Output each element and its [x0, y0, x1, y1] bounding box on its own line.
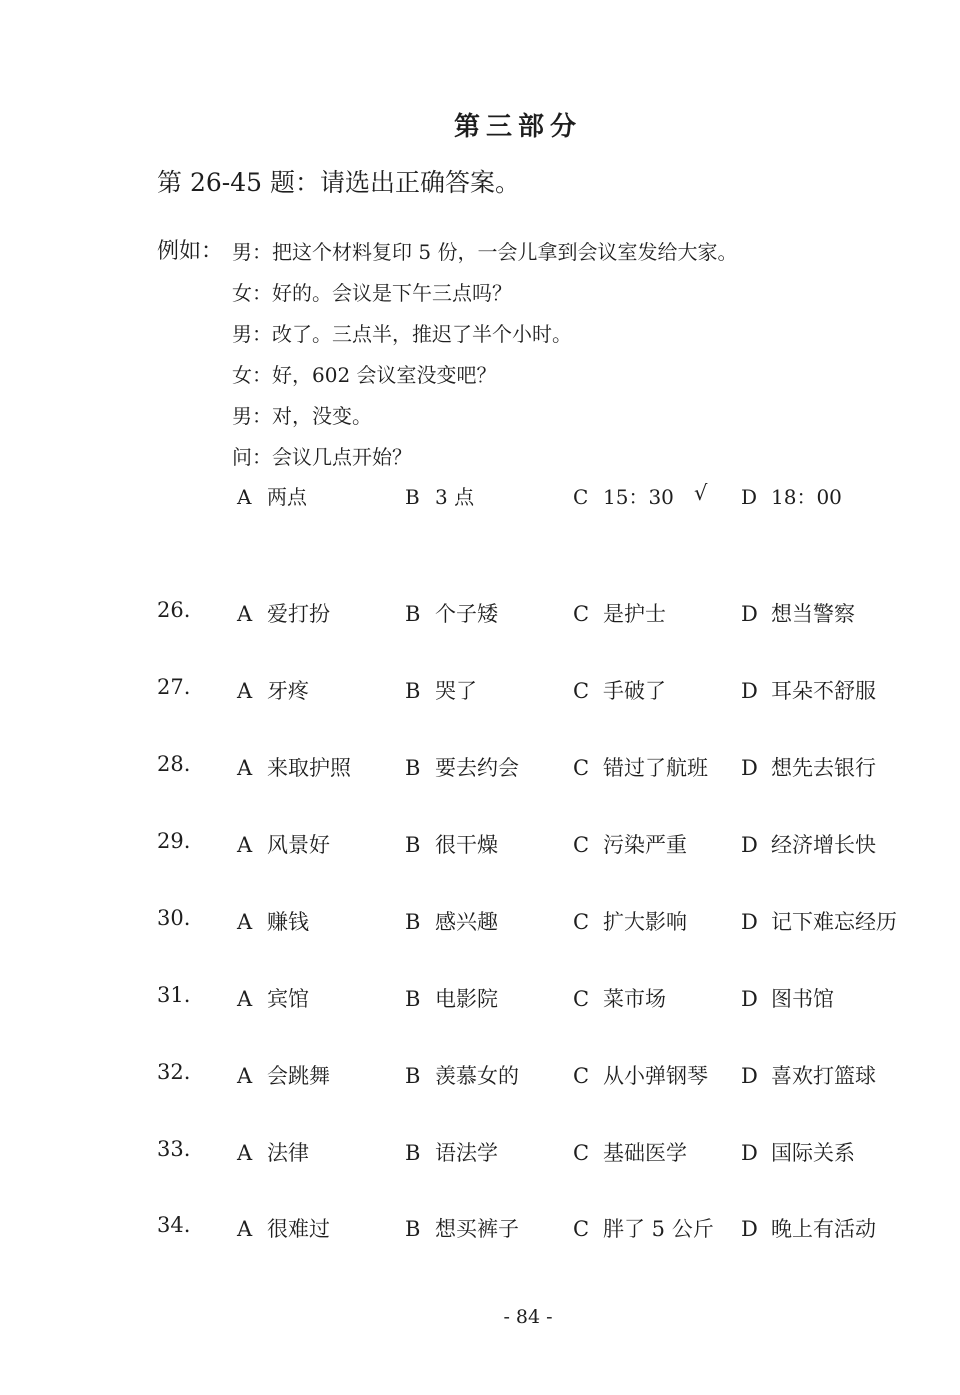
option-d — [741, 675, 876, 705]
option-text: 感兴趣 — [435, 910, 498, 934]
question-row — [0, 906, 960, 936]
option-letter: B — [405, 679, 421, 703]
option-c — [573, 598, 666, 628]
option-letter: D — [741, 1217, 758, 1241]
option-letter: D — [741, 987, 758, 1011]
option-c — [573, 1060, 708, 1090]
dialogue-line: 男：改了。三点半，推迟了半个小时。 — [232, 322, 572, 346]
option-letter: A — [237, 1217, 253, 1241]
option-b — [405, 1137, 498, 1167]
option-a — [237, 1213, 330, 1243]
option-text: 15：30 — [603, 485, 674, 509]
option-b — [405, 906, 498, 936]
option-text: 喜欢打篮球 — [771, 1064, 876, 1088]
question-row — [0, 675, 960, 705]
question-row — [0, 1060, 960, 1090]
option-letter: A — [237, 485, 252, 509]
option-d — [741, 1213, 876, 1243]
option-text: 想买裤子 — [435, 1217, 519, 1241]
option-text: 是护士 — [603, 602, 666, 626]
question-number: 32. — [157, 1060, 191, 1084]
option-text: 法律 — [267, 1141, 309, 1165]
option-text: 18：00 — [771, 485, 842, 509]
option-c — [573, 983, 666, 1013]
option-a — [237, 1060, 330, 1090]
question-row — [0, 829, 960, 859]
option-b — [405, 829, 498, 859]
option-text: 从小弹钢琴 — [603, 1064, 708, 1088]
option-c — [573, 829, 687, 859]
option-letter: B — [405, 1217, 421, 1241]
option-text: 手破了 — [603, 679, 666, 703]
option-letter: C — [573, 679, 590, 703]
option-text: 晚上有活动 — [771, 1217, 876, 1241]
dialogue-question: 问：会议几点开始？ — [232, 445, 412, 469]
dialogue-line: 女：好的。会议是下午三点吗？ — [232, 281, 512, 305]
dialogue-line: 女：好，602 会议室没变吧？ — [232, 363, 497, 387]
option-b — [405, 983, 498, 1013]
question-number: 30. — [157, 906, 191, 930]
option-text: 爱打扮 — [267, 602, 330, 626]
option-b — [405, 1060, 519, 1090]
option-a — [237, 983, 309, 1013]
option-letter: B — [405, 1141, 421, 1165]
option-text: 3 点 — [435, 485, 475, 509]
option-text: 风景好 — [267, 833, 330, 857]
option-letter: D — [741, 485, 758, 509]
question-number: 26. — [157, 598, 191, 622]
option-d — [741, 481, 842, 510]
question-row — [0, 598, 960, 628]
option-text: 很难过 — [267, 1217, 330, 1241]
option-letter: C — [573, 602, 590, 626]
question-row — [0, 1213, 960, 1243]
option-letter: A — [237, 602, 253, 626]
option-letter: A — [237, 1141, 253, 1165]
option-text: 想先去银行 — [771, 756, 876, 780]
option-letter: D — [741, 679, 758, 703]
question-number: 28. — [157, 752, 191, 776]
option-letter: C — [573, 910, 590, 934]
option-letter: C — [573, 1141, 590, 1165]
option-letter: A — [237, 987, 253, 1011]
option-letter: C — [573, 485, 589, 509]
option-text: 很干燥 — [435, 833, 498, 857]
question-number: 27. — [157, 675, 191, 699]
question-number: 34. — [157, 1213, 191, 1237]
option-text: 记下难忘经历 — [771, 910, 897, 934]
option-d — [741, 1060, 876, 1090]
option-text: 赚钱 — [267, 910, 309, 934]
question-number: 33. — [157, 1137, 191, 1161]
option-letter: B — [405, 756, 421, 780]
option-text: 错过了航班 — [603, 756, 708, 780]
option-letter: B — [405, 987, 421, 1011]
option-c — [573, 1213, 714, 1243]
option-text: 图书馆 — [771, 987, 834, 1011]
option-a — [237, 1137, 309, 1167]
option-text: 国际关系 — [771, 1141, 855, 1165]
option-text: 哭了 — [435, 679, 477, 703]
question-row — [0, 1137, 960, 1167]
option-text: 基础医学 — [603, 1141, 687, 1165]
option-letter: A — [237, 756, 253, 780]
option-a — [237, 752, 351, 782]
option-letter: C — [573, 833, 590, 857]
question-number: 29. — [157, 829, 191, 853]
option-text: 要去约会 — [435, 756, 519, 780]
option-b — [405, 598, 498, 628]
option-text: 电影院 — [435, 987, 498, 1011]
option-letter: B — [405, 1064, 421, 1088]
option-a — [237, 906, 309, 936]
option-letter: B — [405, 602, 421, 626]
option-text: 个子矮 — [435, 602, 498, 626]
example-options — [0, 481, 960, 511]
option-c — [573, 481, 674, 510]
option-d — [741, 752, 876, 782]
option-text: 宾馆 — [267, 987, 309, 1011]
option-b — [405, 1213, 519, 1243]
option-b — [405, 675, 477, 705]
option-letter: A — [237, 1064, 253, 1088]
option-text: 扩大影响 — [603, 910, 687, 934]
page-number: - 84 - — [503, 1306, 553, 1328]
option-d — [741, 598, 855, 628]
option-d — [741, 906, 897, 936]
option-letter: C — [573, 987, 590, 1011]
option-letter: C — [573, 756, 590, 780]
option-text: 来取护照 — [267, 756, 351, 780]
option-letter: B — [405, 485, 420, 509]
option-d — [741, 983, 834, 1013]
option-letter: D — [741, 910, 758, 934]
option-a — [237, 481, 307, 510]
option-letter: B — [405, 833, 421, 857]
option-text: 污染严重 — [603, 833, 687, 857]
question-row — [0, 752, 960, 782]
option-text: 两点 — [267, 485, 307, 509]
question-row — [0, 983, 960, 1013]
option-letter: A — [237, 833, 253, 857]
option-text: 语法学 — [435, 1141, 498, 1165]
option-letter: D — [741, 756, 758, 780]
option-letter: D — [741, 833, 758, 857]
option-text: 耳朵不舒服 — [771, 679, 876, 703]
question-number: 31. — [157, 983, 191, 1007]
option-letter: D — [741, 1064, 758, 1088]
option-a — [237, 598, 330, 628]
example-label: 例如： — [157, 239, 224, 264]
option-letter: B — [405, 910, 421, 934]
option-b — [405, 481, 474, 510]
option-text: 经济增长快 — [771, 833, 876, 857]
option-letter: C — [573, 1064, 590, 1088]
option-d — [741, 1137, 855, 1167]
option-text: 会跳舞 — [267, 1064, 330, 1088]
option-letter: C — [573, 1217, 590, 1241]
check-mark-icon: √ — [694, 481, 708, 505]
dialogue-line: 男：把这个材料复印 5 份，一会儿拿到会议室发给大家。 — [232, 240, 738, 264]
option-text: 胖了 5 公斤 — [603, 1217, 714, 1241]
option-c — [573, 1137, 687, 1167]
option-a — [237, 829, 330, 859]
option-letter: A — [237, 679, 253, 703]
option-letter: D — [741, 602, 758, 626]
option-letter: D — [741, 1141, 758, 1165]
option-text: 牙疼 — [267, 679, 309, 703]
option-text: 想当警察 — [771, 602, 855, 626]
instruction: 第 26-45 题：请选出正确答案。 — [157, 168, 520, 197]
option-c — [573, 675, 666, 705]
option-letter: A — [237, 910, 253, 934]
option-a — [237, 675, 309, 705]
dialogue-line: 男：对，没变。 — [232, 404, 372, 428]
section-title: 第三部分 — [453, 112, 582, 142]
option-text: 菜市场 — [603, 987, 666, 1011]
option-b — [405, 752, 519, 782]
option-d — [741, 829, 876, 859]
option-c — [573, 906, 687, 936]
option-text: 羡慕女的 — [435, 1064, 519, 1088]
option-c — [573, 752, 708, 782]
